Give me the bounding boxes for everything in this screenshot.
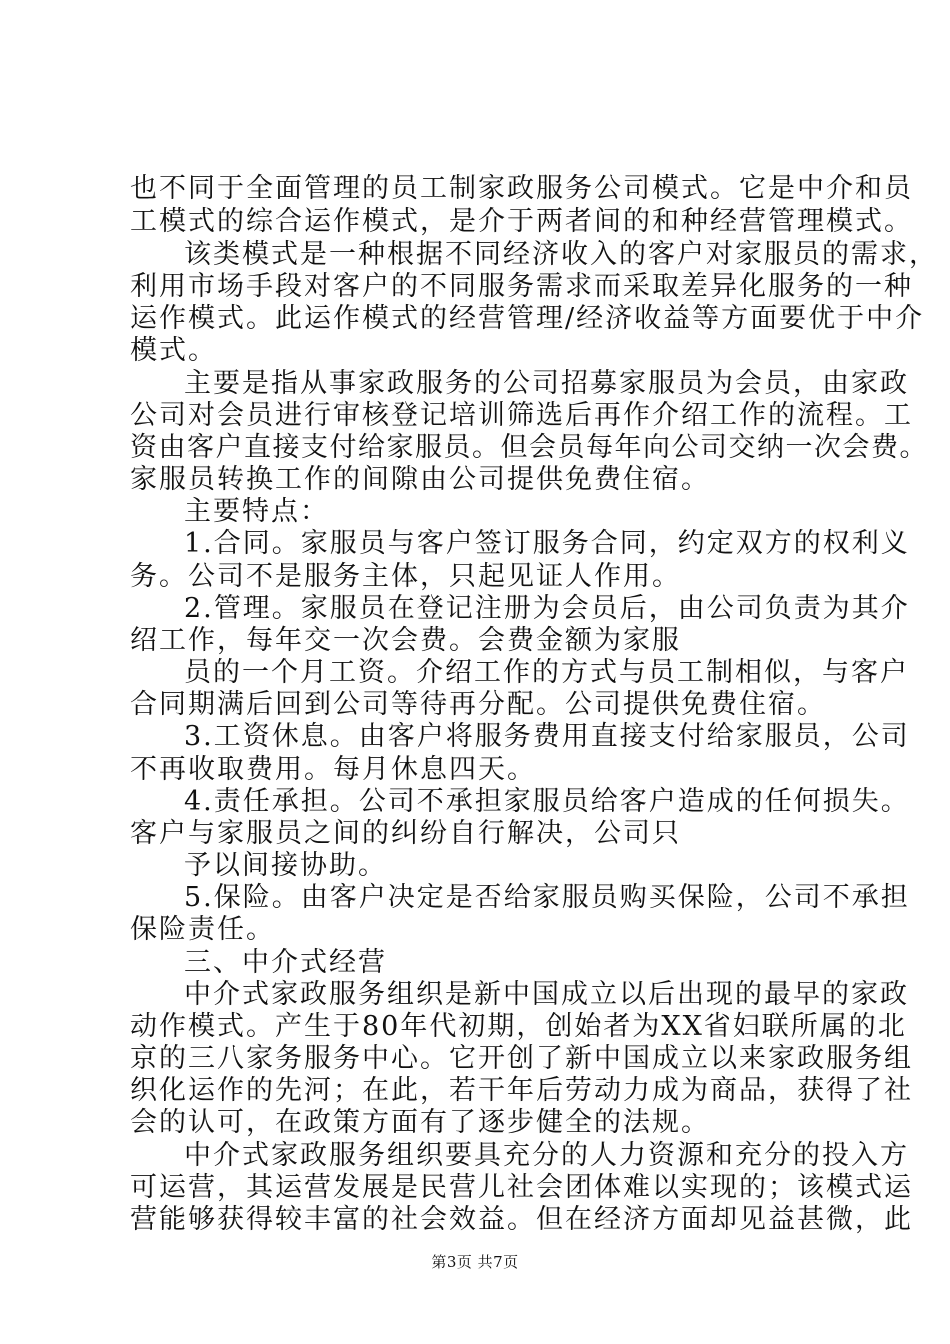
paragraph-line: 中介式家政服务组织是新中国成立以后出现的最早的家政 xyxy=(184,979,909,1010)
list-item-line: 不再收取费用。每月休息四天。 xyxy=(130,754,536,785)
page-number-footer: 第3页 共7页 xyxy=(431,1253,519,1271)
paragraph-line: 家服员转换工作的间隙由公司提供免费住宿。 xyxy=(130,464,710,495)
paragraph-line: 可运营，其运营发展是民营儿社会团体难以实现的；该模式运 xyxy=(130,1172,913,1203)
paragraph-line: 模式。 xyxy=(130,335,217,366)
paragraph-line: 营能够获得较丰富的社会效益。但在经济方面却见益甚微，此 xyxy=(130,1204,913,1235)
paragraph-line: 主要是指从事家政服务的公司招募家服员为会员，由家政 xyxy=(184,368,909,399)
paragraph-line: 工模式的综合运作模式，是介于两者间的和种经营管理模式。 xyxy=(130,206,913,237)
list-item-line: 员的一个月工资。介绍工作的方式与员工制相似，与客户 xyxy=(184,657,909,688)
paragraph-line: 会的认可，在政策方面有了逐步健全的法规。 xyxy=(130,1107,710,1138)
list-item-line: 绍工作，每年交一次会费。会费金额为家服 xyxy=(130,625,681,656)
list-item-line: 客户与家服员之间的纠纷自行解决，公司只 xyxy=(130,818,681,849)
list-item-line: 3.工资休息。由客户将服务费用直接支付给家服员，公司 xyxy=(184,721,910,752)
paragraph-line: 也不同于全面管理的员工制家政服务公司模式。它是中介和员 xyxy=(130,173,913,204)
paragraph-line: 该类模式是一种根据不同经济收入的客户对家服员的需求， xyxy=(184,239,938,270)
list-item-line: 1.合同。家服员与客户签订服务合同，约定双方的权利义 xyxy=(184,528,910,559)
section-heading: 主要特点： xyxy=(184,496,329,527)
paragraph-line: 运作模式。此运作模式的经营管理/经济收益等方面要优于中介 xyxy=(130,303,925,334)
list-item-line: 2.管理。家服员在登记注册为会员后，由公司负责为其介 xyxy=(184,593,910,624)
paragraph-line: 资由客户直接支付给家服员。但会员每年向公司交纳一次会费。 xyxy=(130,432,928,463)
paragraph-line: 利用市场手段对客户的不同服务需求而采取差异化服务的一种 xyxy=(130,271,913,302)
paragraph-line: 京的三八家务服务中心。它开创了新中国成立以来家政服务组 xyxy=(130,1043,913,1074)
list-item-line: 务。公司不是服务主体，只起见证人作用。 xyxy=(130,561,681,592)
paragraph-line: 中介式家政服务组织要具充分的人力资源和充分的投入方 xyxy=(184,1140,909,1171)
list-item-line: 保险责任。 xyxy=(130,914,275,945)
paragraph-line: 织化运作的先河；在此，若干年后劳动力成为商品，获得了社 xyxy=(130,1075,913,1106)
section-heading: 三、中介式经营 xyxy=(184,947,387,978)
list-item-line: 予以间接协助。 xyxy=(184,850,387,881)
list-item-line: 5.保险。由客户决定是否给家服员购买保险，公司不承担 xyxy=(184,882,910,913)
list-item-line: 4.责任承担。公司不承担家服员给客户造成的任何损失。 xyxy=(184,786,910,817)
list-item-line: 合同期满后回到公司等待再分配。公司提供免费住宿。 xyxy=(130,689,826,720)
paragraph-line: 动作模式。产生于80年代初期，创始者为XX省妇联所属的北 xyxy=(130,1011,907,1042)
paragraph-line: 公司对会员进行审核登记培训筛选后再作介绍工作的流程。工 xyxy=(130,400,913,431)
